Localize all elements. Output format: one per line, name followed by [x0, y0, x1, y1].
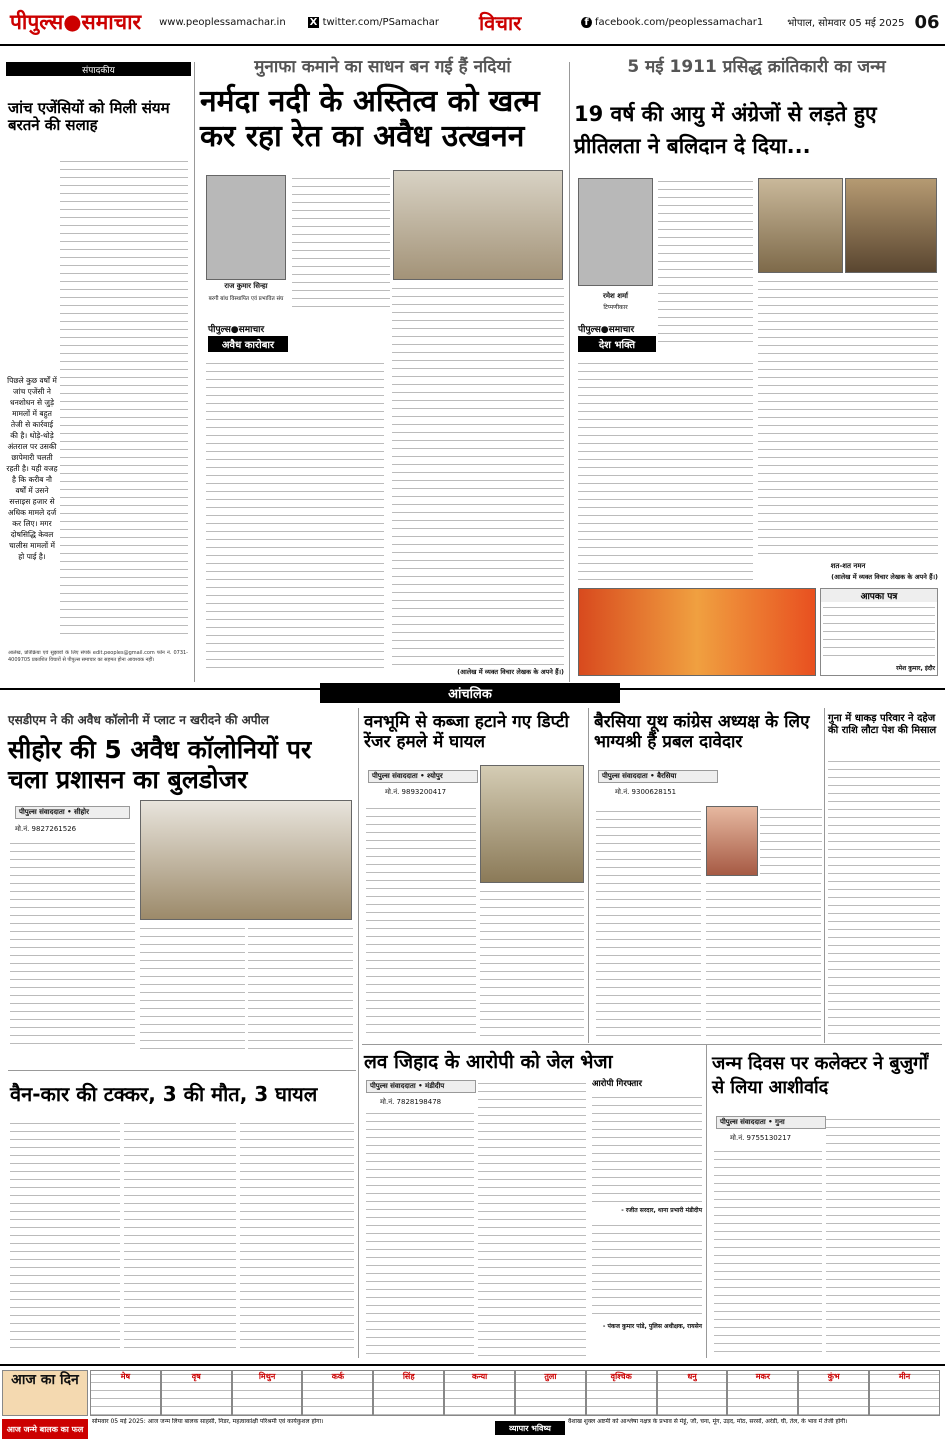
facebook-icon: f: [581, 17, 591, 28]
rivers-body-3: [392, 285, 564, 665]
x-icon: X: [309, 16, 318, 28]
letter-box: [820, 588, 938, 676]
editorial-tag: संपादकीय: [6, 62, 191, 76]
letter-body: [823, 604, 935, 662]
logo: पीपुल्स●समाचार: [10, 10, 142, 34]
pritilata-body-2: [578, 360, 753, 585]
rivers-body-2: [206, 360, 384, 672]
facebook-link[interactable]: f facebook.com/peoplessamachar1: [581, 17, 763, 28]
bulldozer-photo: [140, 800, 352, 920]
love-mob: मो.नं. 7828198478: [380, 1098, 442, 1106]
pritilata-badge: देश भक्ति: [578, 336, 656, 352]
collector-byline: पीपुल्स संवाददाता • गुना: [716, 1116, 826, 1129]
pritilata-author: रमेश शर्मा: [602, 292, 628, 300]
editorial-title: जांच एजेंसियों को मिली संयम बरतने की सलाह: [8, 99, 170, 135]
berasia-body-3: [760, 806, 822, 876]
forest-body-1: [366, 805, 476, 1035]
rasi-tula: तुला: [515, 1370, 586, 1416]
pritilata-sign: शत-शत नमन: [830, 562, 866, 570]
author-photo: [206, 175, 286, 280]
editorial-footer: आलेख, प्रतिक्रिया एवं सुझावों के लिए संपर्क edit.peoples@gmail.com फोन नं. 0731-4009705 प्रकाशित विचारों से पीपुल्स समाचार का सहमत होना आवश्यक नहीं।: [8, 650, 188, 663]
river-photo: [393, 170, 563, 280]
love-body-3: [592, 1094, 702, 1204]
trade-text: वैशाख शुक्ल अष्टमी को आश्लेषा नक्षत्र के प्रभाव से मेहूं, जौ, चना, मूंग, उड़द, मोठ, सरसों, अरंडी, घी, तेल, के भाव में तेजी होगी।: [568, 1418, 848, 1425]
sehore-mob: मो.नं. 9827261526: [15, 825, 77, 833]
love-sign1: - रजीत सरदार, थाना प्रभारी मंडीदीप: [621, 1207, 702, 1214]
pritilata-body-3: [758, 278, 938, 560]
love-title: लव जिहाद के आरोपी को जेल भेजा: [364, 1051, 613, 1073]
trade-tag: व्यापार भविष्य: [495, 1421, 565, 1435]
love-arrest: आरोपी गिरफ्तार: [592, 1079, 642, 1089]
berasia-body-2: [706, 880, 821, 1038]
rivers-title: नर्मदा नदी के अस्तित्व को खत्म कर रहा रेत का अवैध उत्खनन: [200, 84, 540, 154]
editorial-body: [60, 158, 188, 638]
sehore-body-1: [10, 840, 135, 1050]
rasi-makar: मकर: [727, 1370, 798, 1416]
rivers-badge: अवैध कारोबार: [208, 336, 288, 352]
accident-title: वैन-कार की टक्कर, 3 की मौत, 3 घायल: [10, 1082, 318, 1106]
twitter-link[interactable]: X twitter.com/PSamachar: [309, 16, 439, 28]
sehore-body-2: [140, 925, 245, 1050]
badge-logo-2: पीपुल्स●समाचार: [578, 325, 635, 335]
love-body-1: [366, 1110, 474, 1358]
regional-title: आंचलिक: [320, 683, 620, 703]
rasi-vrish: वृष: [161, 1370, 232, 1416]
forest-byline: पीपुल्स संवाददाता • श्योपुर: [368, 770, 478, 783]
dateline: भोपाल, सोमवार 05 मई 2025: [787, 18, 905, 29]
forest-mob: मो.नं. 9893200417: [385, 788, 447, 796]
accident-body-2: [124, 1120, 236, 1355]
cartoon: [578, 588, 816, 676]
portrait-photo: [845, 178, 937, 273]
sehore-byline: पीपुल्स संवाददाता • सीहोर: [15, 806, 130, 819]
horoscope-title: आज का दिन: [11, 1372, 79, 1388]
born-tag: आज जन्मे बालक का फल: [2, 1419, 88, 1439]
rasi-kumbh: कुंभ: [798, 1370, 869, 1416]
guna-body: [828, 758, 940, 1038]
rasi-kark: कर्क: [302, 1370, 373, 1416]
forest-title: वनभूमि से कब्जा हटाने गए डिप्टी रेंजर हमले में घायल: [364, 712, 569, 752]
sehore-title: सीहोर की 5 अवैध कॉलोनियों पर चला प्रशासन का बुलडोजर: [8, 735, 312, 794]
rivers-body-1: [292, 175, 390, 310]
guna-title: गुना में धाकड़ परिवार ने दहेज की राशि लौटा पेश की मिसाल: [828, 713, 937, 736]
rivers-kicker: मुनाफा कमाने का साधन बन गई हैं नदियां: [254, 57, 511, 77]
sehore-body-3: [248, 925, 353, 1050]
website[interactable]: www.peoplessamachar.in: [159, 16, 286, 28]
berasia-body-1: [596, 808, 701, 1038]
rivers-role: बरगी बांध विस्थापित एवं प्रभावित संघ: [208, 296, 284, 302]
rasi-dhanu: धनु: [657, 1370, 728, 1416]
rivers-author: राज कुमार सिन्हा: [224, 282, 268, 290]
letter-author: रमेश कुमार, इंदौर: [896, 665, 935, 672]
collector-body-2: [826, 1116, 940, 1358]
accident-body-3: [240, 1120, 354, 1355]
rasi-mithun: मिथुन: [232, 1370, 303, 1416]
love-sign2: - पंकज कुमार पांडे, पुलिस अधीक्षक, रायसेन: [602, 1323, 702, 1330]
rasi-singh: सिंह: [373, 1370, 444, 1416]
horoscope-box: [2, 1370, 88, 1416]
bhagyashree-photo: [706, 806, 758, 876]
rasi-vrishchik: वृश्चिक: [586, 1370, 657, 1416]
house-photo: [758, 178, 843, 273]
author-photo-2: [578, 178, 653, 286]
rasi-mesh: मेष: [90, 1370, 161, 1416]
berasia-byline: पीपुल्स संवाददाता • बैरसिया: [598, 770, 718, 783]
berasia-mob: मो.नं. 9300628151: [615, 788, 677, 796]
rasi-meen: मीन: [869, 1370, 940, 1416]
forest-photo: [480, 765, 584, 883]
rasi-row: [90, 1370, 940, 1416]
badge-logo: पीपुल्स●समाचार: [208, 325, 265, 335]
masthead: [0, 0, 945, 46]
sehore-kicker: एसडीएम ने की अवैध कॉलोनी में प्लाट न खरीदने की अपील: [8, 713, 269, 727]
love-body-4: [592, 1222, 702, 1318]
pritilata-title: 19 वर्ष की आयु में अंग्रेजों से लड़ते हुए प्रीतिलता ने बलिदान दे दिया...: [574, 102, 877, 158]
pritilata-body-1: [658, 178, 753, 343]
collector-body-1: [714, 1148, 822, 1358]
letter-title: आपका पत्र: [821, 589, 937, 602]
rivers-note: (आलेख में व्यक्त विचार लेखक के अपने हैं।): [457, 668, 564, 676]
section-title: विचार: [479, 10, 522, 35]
forest-body-2: [480, 888, 584, 1036]
rasi-kanya: कन्या: [444, 1370, 515, 1416]
berasia-title: बैरसिया यूथ कांग्रेस अध्यक्ष के लिए भाग्यश्री हैं प्रबल दावेदार: [594, 712, 810, 752]
pritilata-kicker: 5 मई 1911 प्रसिद्ध क्रांतिकारी का जन्म: [627, 57, 886, 77]
accident-body-1: [10, 1120, 120, 1355]
pritilata-role: टिप्पणीकार: [603, 304, 628, 311]
collector-mob: मो.नं. 9755130217: [730, 1134, 792, 1142]
love-byline: पीपुल्स संवाददाता • मंडीदीप: [366, 1080, 476, 1093]
page-number: 06: [914, 11, 940, 33]
collector-title: जन्म दिवस पर कलेक्टर ने बुजुर्गों से लिया आशीर्वाद: [712, 1053, 928, 1098]
pritilata-note: (आलेख में व्यक्त विचार लेखक के अपने हैं।): [831, 573, 938, 581]
born-text: सोमवार 05 मई 2025: आज जन्म लिया बालक साहसी, निडर, महत्वाकांक्षी परिश्रमी एवं कार्यकुशल होगा।: [92, 1418, 324, 1425]
editorial-pullquote: पिछले कुछ वर्षों में जांच एजेंसी ने धनशोधन से जुड़े मामलों में बहुत तेजी से कार्रवाई की है। थोड़े-थोड़े अंतराल पर उसकी छापेमारी चलती रहती है। यही वजह है कि करीब नौ वर्षों में उसने सत्ताइस हजार से अधिक मामले दर्ज कर लिए। मगर दोषसिद्धि केवल चालीस मामलों में हो पाई है।: [6, 376, 58, 561]
love-body-2: [478, 1080, 586, 1358]
